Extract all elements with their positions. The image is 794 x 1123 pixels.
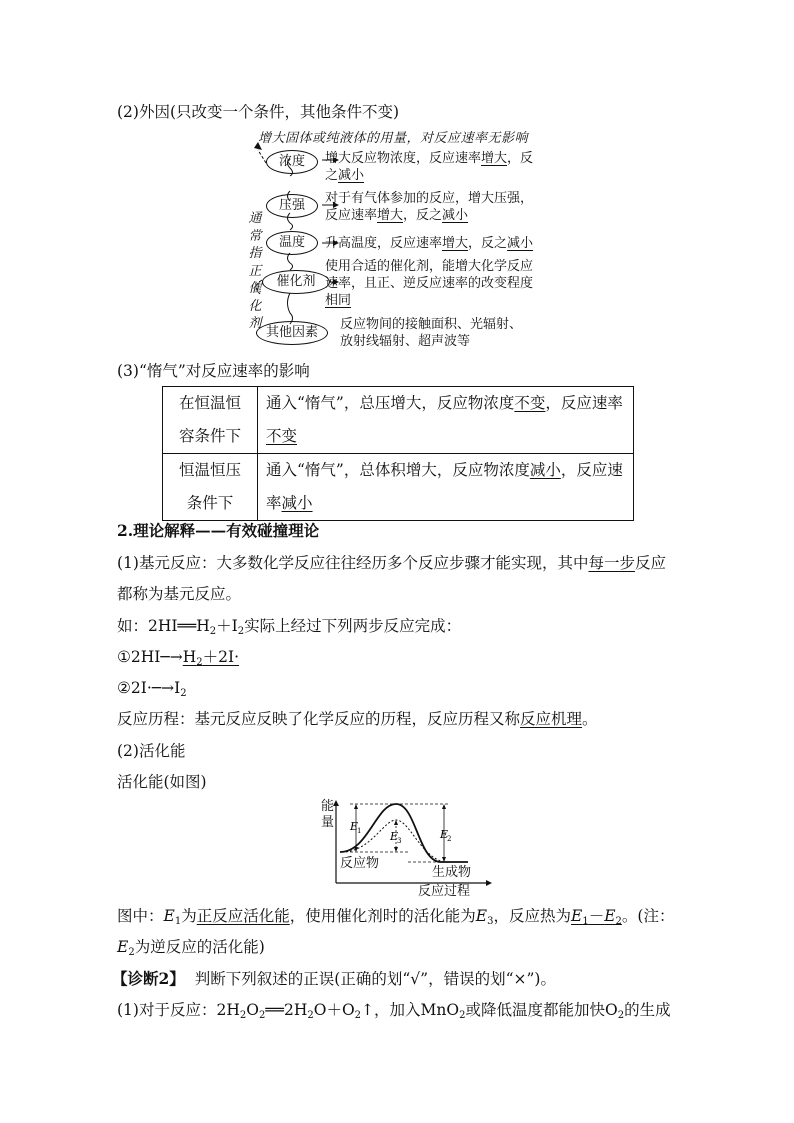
svg-text:3: 3	[397, 837, 402, 845]
energy-axis-label-b: 量	[321, 815, 335, 830]
svg-text:E: E	[350, 820, 359, 833]
section-activation-energy: (2)活化能	[117, 742, 186, 760]
desc-pressure-2: 反应速率增大，反之减小	[325, 208, 469, 223]
node-other-factors: 其他因素	[256, 321, 328, 345]
paragraph-mechanism: 反应历程：基元反应反映了化学反应的历程，反应历程又称反应机理。	[117, 710, 598, 728]
svg-text:E: E	[440, 828, 449, 841]
section-title-theory: 2.理论解释——有效碰撞理论	[117, 521, 320, 540]
table-cell: 通入“惰气”，总体积增大，反应物浓度减小，反应速 率减小	[258, 454, 634, 521]
reactant-label: 反应物	[340, 856, 380, 871]
desc-concentration-2: 之减小	[325, 168, 365, 183]
step-1: $①2HI─\to H_2+2I\cdot$	[117, 648, 240, 668]
desc-catalyst: 使用合适的催化剂，能增大化学反应	[325, 259, 534, 274]
node-catalyst: 催化剂	[262, 270, 330, 294]
step-2: $②2I\cdot─\to I_2$	[117, 679, 187, 699]
desc-catalyst-2: 速率，且正、逆反应速率的改变程度	[325, 276, 534, 291]
energy-diagram	[318, 798, 498, 898]
diagram-side-note: 通 常 指 正 催 化 剂	[248, 211, 262, 331]
inert-gas-table	[162, 386, 634, 521]
section-title-inert-gas: (3)“惰气”对反应速率的影响	[117, 362, 310, 380]
table-cell: 在恒温恒 容条件下	[163, 387, 258, 454]
svg-text:E: E	[390, 830, 399, 843]
desc-other: 反应物间的接触面积、光辐射、	[340, 317, 523, 332]
example-equation: 如：$2HI══H_2+I_2$实际上经过下列两步反应完成：	[117, 617, 462, 637]
paragraph-elementary-reaction-2: 都称为基元反应。	[117, 585, 242, 603]
desc-concentration: 增大反应物浓度，反应速率增大，反	[325, 151, 534, 166]
table-cell: 恒温恒压 条件下	[163, 454, 258, 521]
desc-catalyst-3: 相同	[325, 293, 352, 308]
desc-pressure: 对于有气体参加的反应，增大压强，	[325, 191, 534, 206]
svg-text:1: 1	[357, 827, 362, 835]
node-pressure: 压强	[266, 194, 318, 218]
figure-explanation: 图中：$E_1$为正反应活化能，使用催化剂时的活化能为$E_3$，反应热为$E_1-E_2$。(注：	[117, 907, 675, 927]
table-cell: 通入“惰气”，总压增大，反应物浓度不变，反应速率 不变	[258, 387, 634, 454]
diagram-top-note: 增大固体或纯液体的用量，对反应速率无影响	[258, 131, 529, 146]
node-temperature: 温度	[266, 231, 318, 255]
node-concentration: 浓度	[266, 150, 318, 174]
product-label: 生成物	[432, 865, 472, 880]
table-row	[163, 454, 634, 521]
question-1: (1)对于反应：$2H_2O_2══2H_2O+O_2↑$，加入MnO$_2$或降低温度都能加快$O_2$的生成	[117, 1001, 671, 1021]
energy-diagram-graphic	[318, 798, 498, 898]
section-title-external-factors: (2)外因(只改变一个条件，其他条件不变)	[117, 103, 400, 121]
svg-text:2: 2	[447, 835, 452, 843]
desc-other-2: 放射线辐射、超声波等	[340, 334, 471, 349]
figure-explanation-2: $E_2$为逆反应的活化能)	[117, 938, 265, 958]
diagnosis-heading: 【诊断2】 判断下列叙述的正误(正确的划“√”，错误的划“×”)。	[112, 969, 556, 988]
table-row	[163, 387, 634, 454]
x-axis-label: 反应过程	[418, 884, 471, 899]
energy-axis-label-a: 能	[321, 799, 335, 814]
desc-temperature: 升高温度，反应速率增大，反之减小	[325, 236, 534, 251]
activation-energy-subtitle: 活化能(如图)	[117, 773, 207, 791]
paragraph-elementary-reaction: (1)基元反应：大多数化学反应往往经历多个反应步骤才能实现，其中每一步反应	[117, 554, 666, 572]
